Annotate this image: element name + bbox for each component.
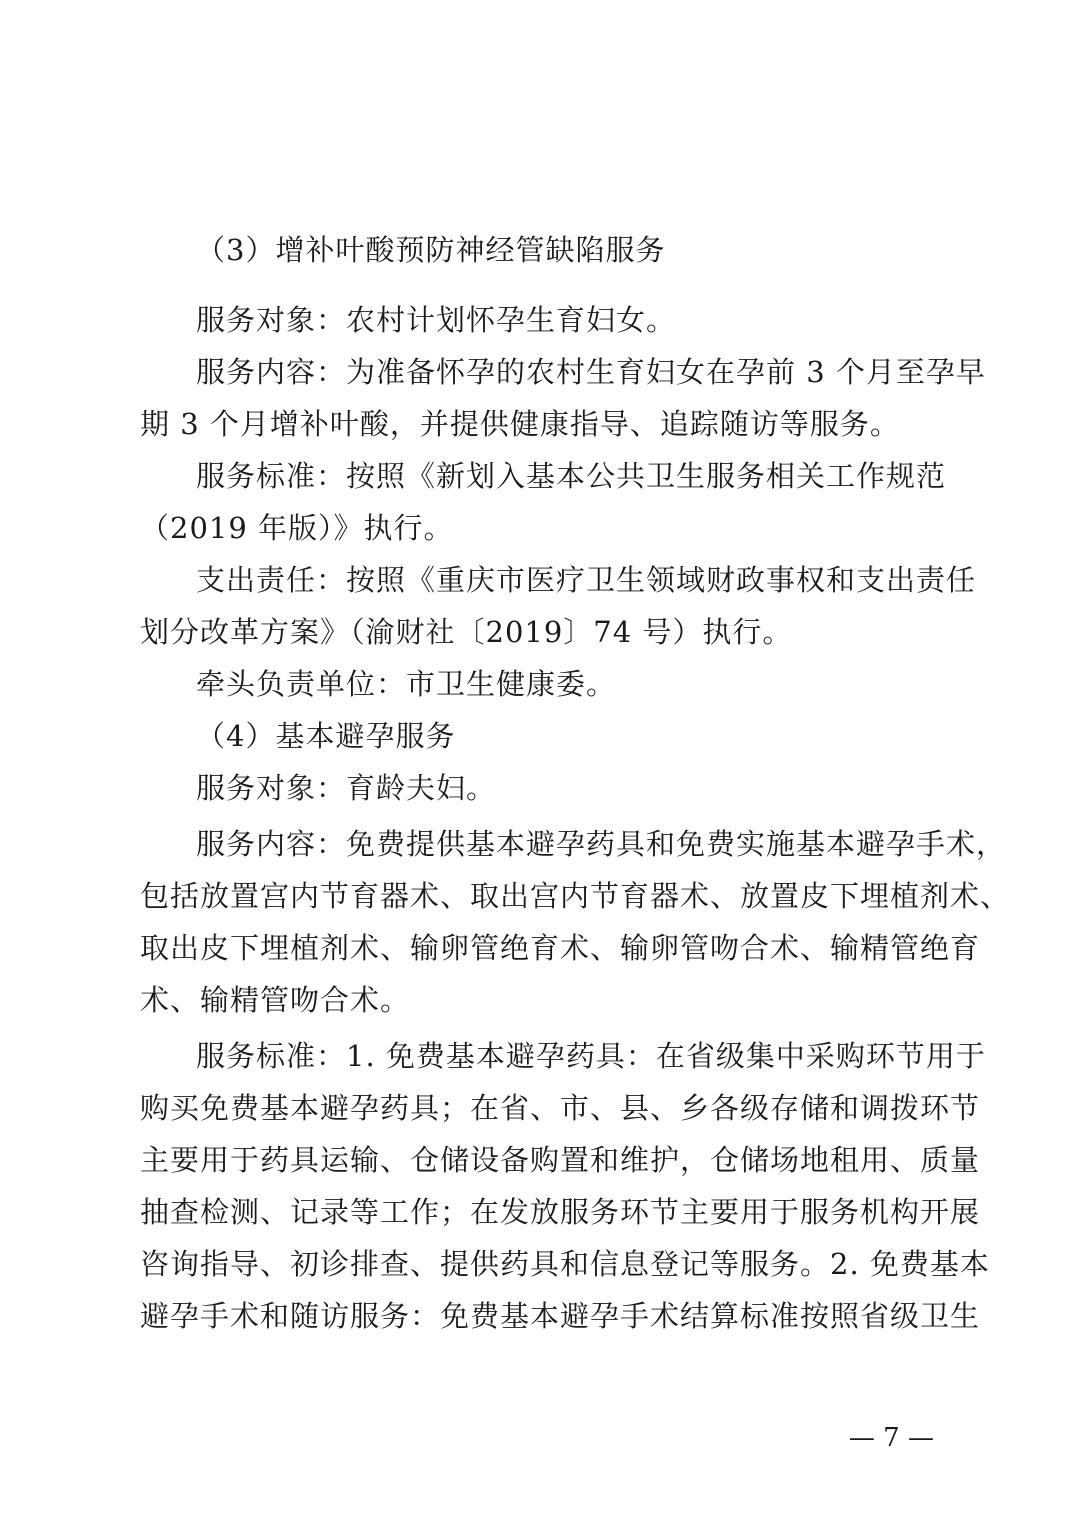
paragraph-line: 购买免费基本避孕药具；在省、市、县、乡各级存储和调拨环节 — [140, 1091, 981, 1125]
paragraph-line: 期 3 个月增补叶酸，并提供健康指导、追踪随访等服务。 — [140, 407, 900, 441]
paragraph-line: 服务对象：农村计划怀孕生育妇女。 — [196, 303, 677, 337]
paragraph-line: 主要用于药具运输、仓储设备购置和维护，仓储场地租用、质量 — [140, 1143, 981, 1177]
paragraph-line: 牵头负责单位：市卫生健康委。 — [196, 667, 617, 701]
paragraph-line: 支出责任：按照《重庆市医疗卫生领域财政事权和支出责任 — [196, 563, 977, 597]
paragraph-line: 服务标准：1. 免费基本避孕药具：在省级集中采购环节用于 — [196, 1039, 986, 1073]
paragraph-line: （2019 年版）》执行。 — [140, 511, 454, 545]
paragraph-line: 服务对象：育龄夫妇。 — [196, 771, 497, 805]
paragraph-line: 术、输精管吻合术。 — [140, 983, 411, 1017]
paragraph-line: 避孕手术和随访服务：免费基本避孕手术结算标准按照省级卫生 — [140, 1299, 981, 1333]
section-heading-folic-acid: （3）增补叶酸预防神经管缺陷服务 — [196, 233, 666, 267]
paragraph-line: 划分改革方案》（渝财社〔2019〕74 号）执行。 — [140, 615, 793, 649]
paragraph-line: 服务标准：按照《新划入基本公共卫生服务相关工作规范 — [196, 459, 947, 493]
paragraph-line: 取出皮下埋植剂术、输卵管绝育术、输卵管吻合术、输精管绝育 — [140, 931, 981, 965]
paragraph-line: 服务内容：免费提供基本避孕药具和免费实施基本避孕手术， — [196, 827, 1007, 861]
page-number: — 7 — — [848, 1423, 934, 1453]
paragraph-line: 抽查检测、记录等工作；在发放服务环节主要用于服务机构开展 — [140, 1195, 981, 1229]
paragraph-line: 包括放置宫内节育器术、取出宫内节育器术、放置皮下埋植剂术、 — [140, 879, 1011, 913]
paragraph-line: 咨询指导、初诊排查、提供药具和信息登记等服务。2. 免费基本 — [140, 1247, 990, 1281]
paragraph-line: 服务内容：为准备怀孕的农村生育妇女在孕前 3 个月至孕早 — [196, 355, 986, 389]
section-heading-contraception: （4）基本避孕服务 — [196, 719, 456, 753]
